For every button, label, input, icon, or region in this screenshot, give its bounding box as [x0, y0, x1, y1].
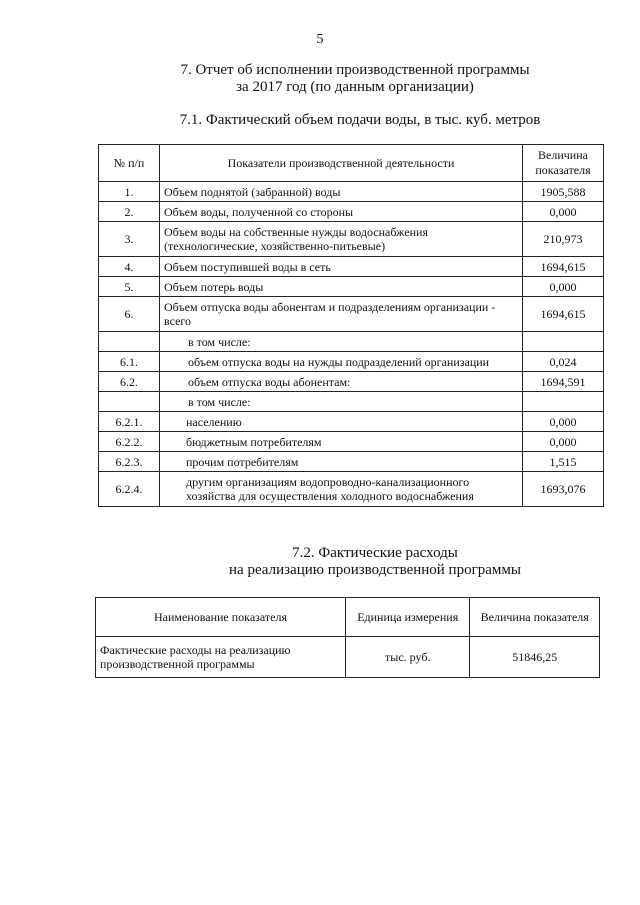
row-value: 51846,25: [470, 637, 600, 678]
row-num: 6.1.: [99, 352, 160, 372]
row-value: 1694,615: [523, 257, 604, 277]
table-row: [99, 297, 604, 332]
row-name-line2: производственной программы: [100, 657, 255, 671]
table-row: [96, 637, 600, 678]
expenses-table: [95, 597, 600, 678]
table-row: [99, 372, 604, 392]
header-value-line1: Величина: [538, 148, 588, 162]
table-row: [99, 222, 604, 257]
row-label: [160, 222, 523, 257]
row-num: 1.: [99, 182, 160, 202]
subsection2-title: [150, 545, 600, 579]
row-value: 1693,076: [523, 472, 604, 507]
row-label-line2: (технологические, хозяйственно-питьевые): [164, 239, 386, 253]
header-indicator: Показатели производственной деятельности: [160, 145, 523, 182]
row-label: прочим потребителям: [160, 452, 523, 472]
row-label-line2: всего: [164, 314, 192, 328]
row-label-line1: Объем отпуска воды абонентам и подразделениям организации -: [164, 300, 496, 314]
table-row: [99, 412, 604, 432]
table-row: [99, 352, 604, 372]
table-row: [99, 432, 604, 452]
row-value: 0,000: [523, 432, 604, 452]
row-label: объем отпуска воды абонентам:: [160, 372, 523, 392]
row-label: Объем поступившей воды в сеть: [160, 257, 523, 277]
row-label: населению: [160, 412, 523, 432]
row-value: [523, 392, 604, 412]
subsection1-title: 7.1. Фактический объем подачи воды, в тыс. куб. метров: [179, 112, 541, 128]
row-num: 2.: [99, 202, 160, 222]
row-label: в том числе:: [160, 332, 523, 352]
row-value: 0,024: [523, 352, 604, 372]
row-value: 0,000: [523, 412, 604, 432]
header-unit: Единица измерения: [345, 598, 469, 637]
row-value: 0,000: [523, 277, 604, 297]
row-label: Объем поднятой (забранной) воды: [160, 182, 523, 202]
row-num: 6.2.: [99, 372, 160, 392]
row-label-line1: Объем воды на собственные нужды водоснабжения: [164, 225, 428, 239]
row-value: 210,973: [523, 222, 604, 257]
table-header-row: [99, 145, 604, 182]
water-supply-table: [98, 144, 604, 507]
table-row: [99, 257, 604, 277]
section-title: [130, 62, 580, 96]
table-row: [99, 182, 604, 202]
page-number: 5: [316, 32, 324, 47]
row-value: 1,515: [523, 452, 604, 472]
row-name: [96, 637, 346, 678]
table-row: [99, 472, 604, 507]
table-row: [99, 392, 604, 412]
row-label: в том числе:: [160, 392, 523, 412]
table-row: [99, 452, 604, 472]
row-label-line1: другим организациям водопроводно-канализационного: [186, 475, 470, 489]
row-num: 5.: [99, 277, 160, 297]
row-num: 6.2.4.: [99, 472, 160, 507]
header-value: Величина показателя: [470, 598, 600, 637]
section-title-line1: 7. Отчет об исполнении производственной программы: [180, 62, 530, 78]
row-name-line1: Фактические расходы на реализацию: [100, 643, 291, 657]
row-num: [99, 392, 160, 412]
row-num: 3.: [99, 222, 160, 257]
row-value: 0,000: [523, 202, 604, 222]
row-label: [160, 297, 523, 332]
header-num: № п/п: [99, 145, 160, 182]
table-row: [99, 332, 604, 352]
row-value: 1694,591: [523, 372, 604, 392]
row-num: 4.: [99, 257, 160, 277]
table-header-row: [96, 598, 600, 637]
row-num: 6.2.2.: [99, 432, 160, 452]
header-name: Наименование показателя: [96, 598, 346, 637]
row-num: 6.: [99, 297, 160, 332]
header-value-line2: показателя: [535, 163, 591, 177]
row-value: 1694,615: [523, 297, 604, 332]
row-num: 6.2.1.: [99, 412, 160, 432]
row-unit: тыс. руб.: [345, 637, 469, 678]
row-num: 6.2.3.: [99, 452, 160, 472]
subsection2-title-line1: 7.2. Фактические расходы: [292, 545, 458, 561]
row-num: [99, 332, 160, 352]
row-label: Объем потерь воды: [160, 277, 523, 297]
subsection2-title-line2: на реализацию производственной программы: [229, 562, 521, 578]
row-label-line2: хозяйства для осуществления холодного водоснабжения: [186, 489, 474, 503]
header-value: [523, 145, 604, 182]
table-row: [99, 202, 604, 222]
row-value: 1905,588: [523, 182, 604, 202]
section-title-line2: за 2017 год (по данным организации): [236, 79, 474, 95]
row-label: бюджетным потребителям: [160, 432, 523, 452]
row-label: Объем воды, полученной со стороны: [160, 202, 523, 222]
row-label: объем отпуска воды на нужды подразделений организации: [160, 352, 523, 372]
row-label: [160, 472, 523, 507]
row-value: [523, 332, 604, 352]
table-row: [99, 277, 604, 297]
